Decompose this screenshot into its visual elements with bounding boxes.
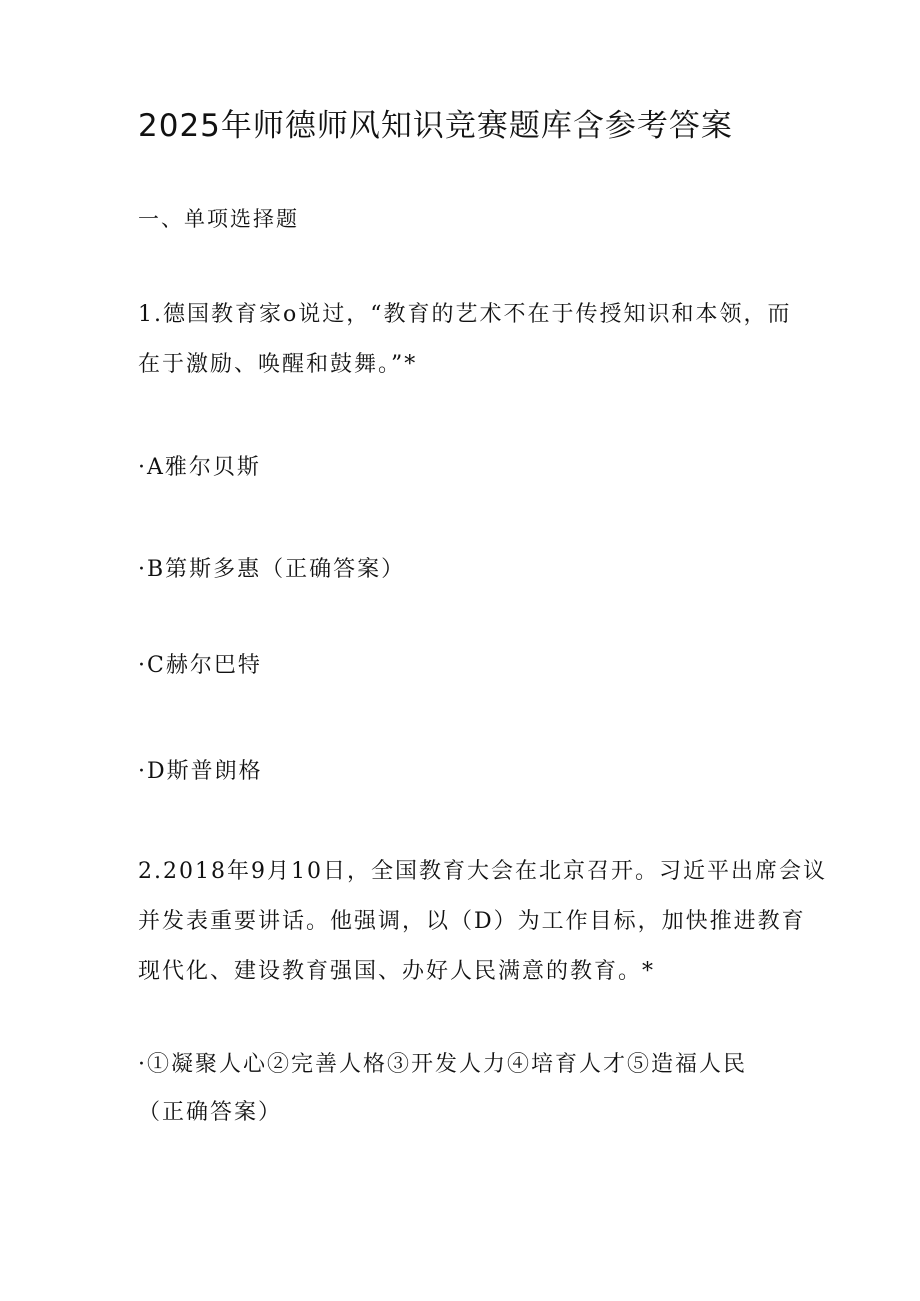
question-2-line-2: 并发表重要讲话。他强调，以（D）为工作目标，加快推进教育 — [138, 909, 806, 934]
question-2-option-1: ·①凝聚人心②完善人格③开发人力④培育人才⑤造福人民 — [138, 1052, 747, 1077]
question-1-option-b: ·B第斯多惠（正确答案） — [138, 557, 406, 582]
question-2-option-1-continued: （正确答案） — [138, 1100, 283, 1125]
question-2-line-1: 2.2018年9月10日，全国教育大会在北京召开。习近平出席会议 — [138, 859, 827, 884]
question-1-option-c: ·C赫尔巴特 — [138, 653, 262, 678]
question-2-line-3: 现代化、建设教育强国、办好人民满意的教育。* — [138, 959, 656, 984]
question-1-option-a: ·A雅尔贝斯 — [138, 455, 261, 480]
section-heading: 一、单项选择题 — [138, 207, 299, 231]
question-1-option-d: ·D斯普朗格 — [138, 759, 263, 784]
document-title: 2025年师德师风知识竞赛题库含参考答案 — [138, 108, 733, 144]
question-1-line-1: 1.德国教育家o说过，“教育的艺术不在于传授知识和本领，而 — [138, 302, 792, 327]
question-1-line-2: 在于激励、唤醒和鼓舞。”* — [138, 352, 418, 377]
